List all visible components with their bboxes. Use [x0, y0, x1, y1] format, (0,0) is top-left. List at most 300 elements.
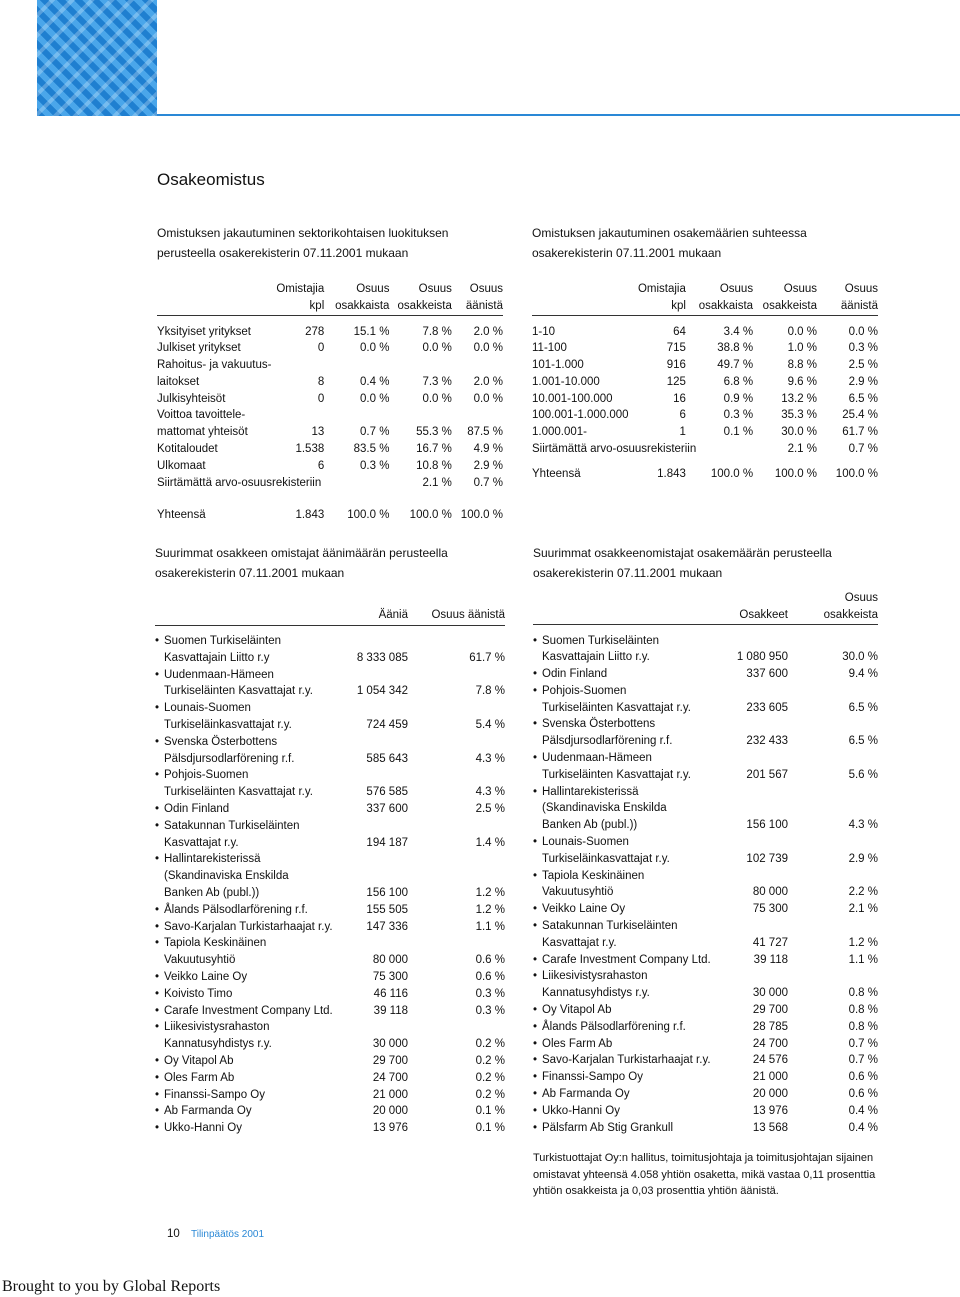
holder-name	[155, 1036, 350, 1053]
list-item	[533, 1052, 878, 1069]
holding-pct: 9.4 %	[848, 668, 878, 681]
holder-name	[533, 817, 733, 834]
holding-pct: 1.2 %	[475, 903, 505, 916]
list-item	[533, 1069, 878, 1086]
bullet: •	[155, 853, 160, 866]
pct-votes: 2.9 %	[473, 459, 503, 472]
list-item	[533, 733, 878, 750]
owners-count	[271, 407, 324, 424]
holder-name-text: Finanssi-Sampo Oy	[542, 1071, 643, 1084]
holder-name-text: Kasvattajat r.y.	[164, 836, 239, 849]
header-rule	[157, 114, 960, 116]
holding-pct: 0.6 %	[475, 970, 505, 983]
list-item	[533, 952, 878, 969]
pct-shares: 0.0 %	[422, 392, 452, 405]
list-item	[533, 918, 878, 935]
holder-name	[155, 650, 350, 667]
holder-name	[155, 902, 350, 919]
bullet: •	[533, 1121, 538, 1134]
holding-value: 30 000	[752, 987, 788, 1000]
holder-name-text: Ukko-Hanni Oy	[164, 1122, 242, 1135]
holding-pct: 5.4 %	[475, 718, 505, 731]
holding-pct: 1.4 %	[475, 836, 505, 849]
holding-pct: 6.5 %	[848, 735, 878, 748]
bullet: •	[155, 920, 160, 933]
pct-votes: 2.9 %	[848, 375, 878, 388]
total-pct-shares: 100.0 %	[409, 509, 452, 522]
page-title: Osakeomistus	[157, 170, 265, 189]
list-item	[533, 817, 878, 834]
heading-line: Suurimmat osakkeen omistajat äänimäärän perusteella	[155, 546, 448, 560]
publication-name: Tilinpäätös 2001	[191, 1229, 265, 1240]
spacer-cell	[817, 458, 878, 466]
owners-count: 13	[311, 426, 325, 439]
holding-pct: 30.0 %	[842, 651, 878, 664]
list-item	[155, 835, 505, 852]
holder-name-text: Oy Vitapol Ab	[542, 1004, 612, 1017]
list-item	[155, 751, 505, 768]
holding-pct: 0.2 %	[475, 1088, 505, 1101]
spacer-cell	[638, 316, 686, 324]
holder-name	[155, 851, 350, 868]
total-pct-owners: 100.0 %	[710, 467, 754, 480]
list-item	[155, 700, 505, 717]
pct-votes: 6.5 %	[848, 392, 878, 405]
holding-value: 39 118	[753, 953, 788, 966]
list-item	[155, 1019, 505, 1036]
unregistered-row	[157, 475, 503, 492]
row-label: 1-10	[532, 325, 556, 338]
holding-pct	[788, 716, 878, 733]
holder-name-text: Pälsdjursodlarförening r.f.	[164, 752, 295, 765]
table-row	[157, 374, 503, 391]
holder-name	[533, 884, 733, 901]
list-item	[533, 649, 878, 666]
col-pct-votes: Osuus äänistä	[452, 281, 503, 316]
spacer-cell	[753, 316, 817, 324]
holder-name-text: Carafe Investment Company Ltd.	[542, 953, 711, 966]
holder-name-text: Veikko Laine Oy	[164, 970, 248, 983]
holding-value	[350, 667, 408, 684]
list-item	[155, 801, 505, 818]
holding-value: 21 000	[372, 1088, 408, 1101]
spacer-row	[157, 316, 503, 324]
list-item	[155, 633, 505, 650]
heading-line: osakerekisterin 07.11.2001 mukaan	[533, 566, 723, 580]
heading-line: Suurimmat osakkeenomistajat osakemäärän perusteella	[533, 546, 832, 560]
page-number: 10	[167, 1228, 180, 1240]
spacer-cell	[271, 316, 324, 324]
col-votes: Ääniä	[350, 607, 408, 625]
heading-line: Omistuksen jakautuminen osakemäärien suhteessa	[532, 226, 807, 240]
holding-value: 147 336	[366, 920, 408, 933]
holding-value	[733, 918, 788, 935]
list-item	[155, 1070, 505, 1087]
list-item	[155, 1087, 505, 1104]
holding-value: 337 600	[746, 668, 788, 681]
holder-name	[155, 683, 350, 700]
bullet: •	[155, 937, 160, 950]
bullet: •	[155, 1071, 160, 1084]
list-item	[155, 952, 505, 969]
total-owners: 1.843	[295, 509, 325, 522]
holder-name	[155, 986, 350, 1003]
row-label: Kotitaloudet	[157, 443, 218, 456]
pct-shares: 8.8 %	[787, 359, 818, 372]
table-row	[157, 424, 503, 441]
holding-value: 24 576	[752, 1054, 788, 1067]
col-pct-owners: Osuus osakkaista	[686, 281, 753, 316]
holding-pct	[788, 633, 878, 650]
holding-pct: 0.1 %	[475, 1122, 505, 1135]
table-row	[532, 391, 878, 408]
holder-name	[533, 901, 733, 918]
pct-votes: 2.5 %	[848, 359, 878, 372]
holding-pct: 6.5 %	[848, 701, 878, 714]
list-item	[155, 919, 505, 936]
holding-pct: 0.3 %	[475, 1004, 505, 1017]
bullet: •	[533, 1054, 538, 1067]
row-label: 100.001-1.000.000	[532, 409, 629, 422]
list-item	[533, 683, 878, 700]
bullet: •	[533, 836, 538, 849]
list-item	[155, 667, 505, 684]
holding-value	[350, 700, 408, 717]
bullet: •	[155, 802, 160, 815]
bullet: •	[155, 1054, 160, 1067]
largest-by-shares-table	[533, 590, 878, 1136]
holding-pct: 7.8 %	[475, 685, 505, 698]
holding-pct: 0.4 %	[848, 1104, 878, 1117]
holding-pct	[408, 851, 505, 868]
owners-count: 6	[317, 459, 325, 472]
table-row	[532, 324, 878, 341]
holding-pct	[788, 683, 878, 700]
holder-name	[155, 1053, 350, 1070]
pct-owners: 3.4 %	[723, 325, 754, 338]
pct-votes	[452, 407, 503, 424]
list-item	[155, 935, 505, 952]
holder-name-text: Pälsfarm Ab Stig Grankull	[542, 1121, 674, 1134]
holding-pct	[788, 784, 878, 801]
pct-owners: 49.7 %	[717, 359, 754, 372]
board-holdings-note	[533, 1150, 893, 1200]
col-shares: Osakkeet	[733, 590, 788, 625]
owners-count: 278	[305, 325, 325, 338]
holder-name	[155, 734, 350, 751]
holding-value	[350, 633, 408, 650]
holder-name-text: Turkiseläinten Kasvattajat r.y.	[542, 768, 691, 781]
holder-name	[155, 1019, 350, 1036]
holder-name-text: Svenska Österbottens	[542, 718, 656, 731]
holder-name-text: Koivisto Timo	[164, 987, 233, 1000]
holder-name	[533, 985, 733, 1002]
owners-count: 1.538	[295, 443, 325, 456]
holding-value	[350, 851, 408, 868]
spacer-cell	[686, 316, 753, 324]
holder-name-text: Kasvattajain Liitto r.y	[164, 651, 270, 664]
holding-value: 201 567	[746, 768, 788, 781]
holder-name	[155, 935, 350, 952]
holding-pct: 5.6 %	[848, 768, 878, 781]
holder-name-text: Pohjois-Suomen	[164, 769, 249, 782]
spacer-cell	[532, 458, 638, 466]
holding-value: 233 605	[746, 701, 788, 714]
holder-name-text: Pälsdjursodlarförening r.f.	[542, 735, 673, 748]
spacer-cell	[271, 499, 324, 507]
spacer-cell	[155, 625, 350, 633]
holder-name-text: Oy Vitapol Ab	[164, 1054, 234, 1067]
pct-votes: 4.9 %	[473, 443, 503, 456]
holding-value: 80 000	[752, 886, 788, 899]
holding-pct: 0.2 %	[475, 1054, 505, 1067]
total-label: Yhteensä	[157, 509, 206, 522]
bullet: •	[533, 634, 538, 647]
list-item	[533, 1019, 878, 1036]
holding-pct: 4.3 %	[848, 819, 878, 832]
spacer-cell	[389, 499, 451, 507]
holder-name-text: Ålands Pälsodlarförening r.f.	[164, 903, 308, 916]
holding-value	[733, 834, 788, 851]
holding-value: 1 080 950	[736, 651, 788, 664]
holder-name	[533, 784, 733, 801]
bullet: •	[155, 819, 160, 832]
list-item	[533, 767, 878, 784]
holder-name	[533, 666, 733, 683]
bullet: •	[533, 920, 538, 933]
list-item	[533, 1036, 878, 1053]
total-pct-votes: 100.0 %	[460, 509, 503, 522]
holder-name	[533, 968, 733, 985]
row-label: 101-1.000	[532, 359, 584, 372]
holding-pct: 1.2 %	[848, 936, 878, 949]
holder-name-text: Ab Farmanda Oy	[542, 1088, 630, 1101]
owners-count: 916	[666, 359, 686, 372]
holding-value	[733, 968, 788, 985]
spacer-row	[532, 458, 878, 466]
pct-shares: 1.0 %	[787, 342, 818, 355]
holding-value: 585 643	[366, 752, 408, 765]
holder-name-text: Turkiseläinten Kasvattajat r.y.	[164, 786, 313, 799]
holder-name	[155, 700, 350, 717]
holder-name	[533, 1002, 733, 1019]
table-row	[157, 340, 503, 357]
bullet: •	[533, 1037, 538, 1050]
spacer-cell	[452, 491, 503, 499]
bullet: •	[155, 1122, 160, 1135]
holder-name-text: Suomen Turkiseläinten	[164, 635, 281, 647]
holding-pct: 0.4 %	[848, 1121, 878, 1134]
holder-name-text: Hallintarekisterissä	[542, 785, 639, 798]
table-row	[157, 407, 503, 424]
holder-name-text: Kannatusyhdistys r.y.	[164, 1038, 272, 1051]
holding-pct: 61.7 %	[469, 651, 505, 664]
holding-value: 28 785	[752, 1020, 788, 1033]
list-item	[533, 935, 878, 952]
holder-name-text: Finanssi-Sampo Oy	[164, 1088, 265, 1101]
holding-value: 80 000	[372, 954, 408, 967]
holding-value	[350, 734, 408, 751]
holder-name	[533, 851, 733, 868]
holder-name	[155, 784, 350, 801]
holder-name-text: Savo-Karjalan Turkistarhaajat r.y.	[164, 920, 333, 933]
holder-name-text: Odin Finland	[542, 668, 608, 681]
holder-name-text: Pohjois-Suomen	[542, 684, 627, 697]
holder-name-text: Liikesivistysrahaston	[164, 1021, 270, 1034]
bullet: •	[155, 702, 160, 715]
holding-value	[733, 800, 788, 817]
holding-value	[350, 818, 408, 835]
holder-name-text: Vakuutusyhtiö	[542, 886, 614, 899]
holder-name	[155, 1087, 350, 1104]
holder-name	[533, 1036, 733, 1053]
holder-name	[155, 1003, 350, 1020]
spacer-row	[157, 499, 503, 507]
list-item	[533, 1086, 878, 1103]
bullet: •	[533, 668, 538, 681]
table-row	[157, 324, 503, 341]
holder-name-text: Uudenmaan-Hämeen	[164, 668, 274, 681]
holding-value	[350, 767, 408, 784]
holding-pct: 1.1 %	[848, 953, 878, 966]
holding-pct	[408, 1019, 505, 1036]
bullet: •	[533, 869, 538, 882]
list-item	[533, 834, 878, 851]
pct-votes: 0.3 %	[848, 342, 878, 355]
owners-count: 0	[317, 392, 325, 405]
holder-name-text: Lounais-Suomen	[164, 702, 251, 715]
holding-value: 13 976	[752, 1104, 788, 1117]
holder-name	[533, 935, 733, 952]
pct-votes: 2.0 %	[473, 375, 503, 388]
pct-owners: 0.9 %	[723, 392, 754, 405]
holding-pct	[788, 750, 878, 767]
pct-owners: 0.4 %	[360, 375, 390, 388]
holder-name	[533, 868, 733, 885]
holding-pct	[788, 800, 878, 817]
list-item	[155, 717, 505, 734]
holding-pct	[788, 868, 878, 885]
pct-owners: 15.1 %	[353, 325, 390, 338]
spacer-cell	[733, 625, 788, 633]
holder-name	[155, 667, 350, 684]
company-logo	[37, 0, 157, 116]
holder-name-text: Satakunnan Turkiseläinten	[542, 920, 678, 933]
holder-name	[533, 733, 733, 750]
spacer-row	[157, 491, 503, 499]
holding-value	[733, 868, 788, 885]
spacer-cell	[686, 458, 753, 466]
bullet: •	[155, 1105, 160, 1118]
pct-votes: 87.5 %	[467, 426, 503, 439]
bullet: •	[155, 1004, 160, 1017]
holding-pct	[408, 633, 505, 650]
holding-value: 75 300	[372, 970, 408, 983]
holding-pct: 0.1 %	[475, 1105, 505, 1118]
pct-shares: 13.2 %	[781, 392, 818, 405]
holding-value: 30 000	[372, 1038, 408, 1051]
pct-votes: 61.7 %	[842, 426, 878, 439]
list-item	[533, 633, 878, 650]
table-row	[532, 424, 878, 441]
list-item	[533, 1002, 878, 1019]
heading-line: Omistuksen jakautuminen sektorikohtaisen luokituksen	[157, 226, 449, 240]
holder-name	[155, 717, 350, 734]
spacer-cell	[271, 491, 324, 499]
holder-name	[533, 1019, 733, 1036]
holder-name-text: Turkiseläinkasvattajat r.y.	[164, 718, 292, 731]
holding-value: 20 000	[752, 1088, 788, 1101]
holding-pct	[408, 667, 505, 684]
holder-name	[155, 818, 350, 835]
holder-name-text: Lounais-Suomen	[542, 836, 629, 849]
heading-line: osakerekisterin 07.11.2001 mukaan	[155, 566, 345, 580]
bullet: •	[533, 752, 538, 765]
holding-pct	[408, 935, 505, 952]
col-pct-votes: Osuus äänistä	[817, 281, 878, 316]
holder-name	[533, 1052, 733, 1069]
holder-name-text: Carafe Investment Company Ltd.	[164, 1004, 333, 1017]
holding-value: 39 118	[373, 1004, 408, 1017]
bullet: •	[155, 1021, 160, 1034]
holding-value: 75 300	[752, 903, 788, 916]
holder-name	[533, 767, 733, 784]
holding-pct: 2.2 %	[848, 886, 878, 899]
spacer-cell	[533, 625, 733, 633]
owners-count: 64	[673, 325, 686, 338]
holder-name	[533, 683, 733, 700]
holder-name	[533, 700, 733, 717]
bullet: •	[533, 1104, 538, 1117]
holding-pct: 0.7 %	[848, 1054, 878, 1067]
bullet: •	[155, 769, 160, 782]
holder-name-text: Kasvattajain Liitto r.y.	[542, 651, 650, 664]
holding-pct: 0.6 %	[848, 1071, 878, 1084]
holder-name	[155, 633, 350, 650]
holder-name-text: Banken Ab (publ.))	[542, 819, 638, 832]
holding-pct: 0.6 %	[475, 954, 505, 967]
holder-name	[155, 751, 350, 768]
pct-votes: 0.7 %	[473, 476, 503, 489]
heading-line: osakerekisterin 07.11.2001 mukaan	[532, 246, 722, 260]
holder-name	[155, 801, 350, 818]
size-table-heading	[532, 223, 807, 263]
holder-name-text: Turkiseläinkasvattajat r.y.	[542, 852, 670, 865]
pct-votes: 25.4 %	[842, 409, 878, 422]
holder-name	[533, 1120, 733, 1137]
pct-owners: 0.3 %	[360, 459, 390, 472]
pct-votes	[452, 357, 503, 374]
owners-count: 1	[679, 426, 686, 439]
holder-name-text: Hallintarekisterissä	[164, 853, 261, 866]
holding-pct	[408, 734, 505, 751]
heading-line: perusteella osakerekisterin 07.11.2001 mukaan	[157, 246, 409, 260]
pct-shares: 7.3 %	[422, 375, 452, 388]
source-credit: Brought to you by Global Reports	[2, 1278, 221, 1295]
bullet: •	[533, 684, 538, 697]
total-owners: 1.843	[657, 467, 686, 480]
holder-name	[533, 633, 733, 650]
bullet: •	[533, 1071, 538, 1084]
pct-owners: 0.0 %	[360, 392, 390, 405]
col-pct-shares: Osuus osakkeista	[788, 590, 878, 625]
spacer-cell	[324, 316, 389, 324]
holding-value: 337 600	[366, 802, 408, 815]
list-item	[155, 767, 505, 784]
spacer-cell	[389, 316, 451, 324]
holding-pct: 2.9 %	[848, 852, 878, 865]
pct-owners	[324, 357, 389, 374]
